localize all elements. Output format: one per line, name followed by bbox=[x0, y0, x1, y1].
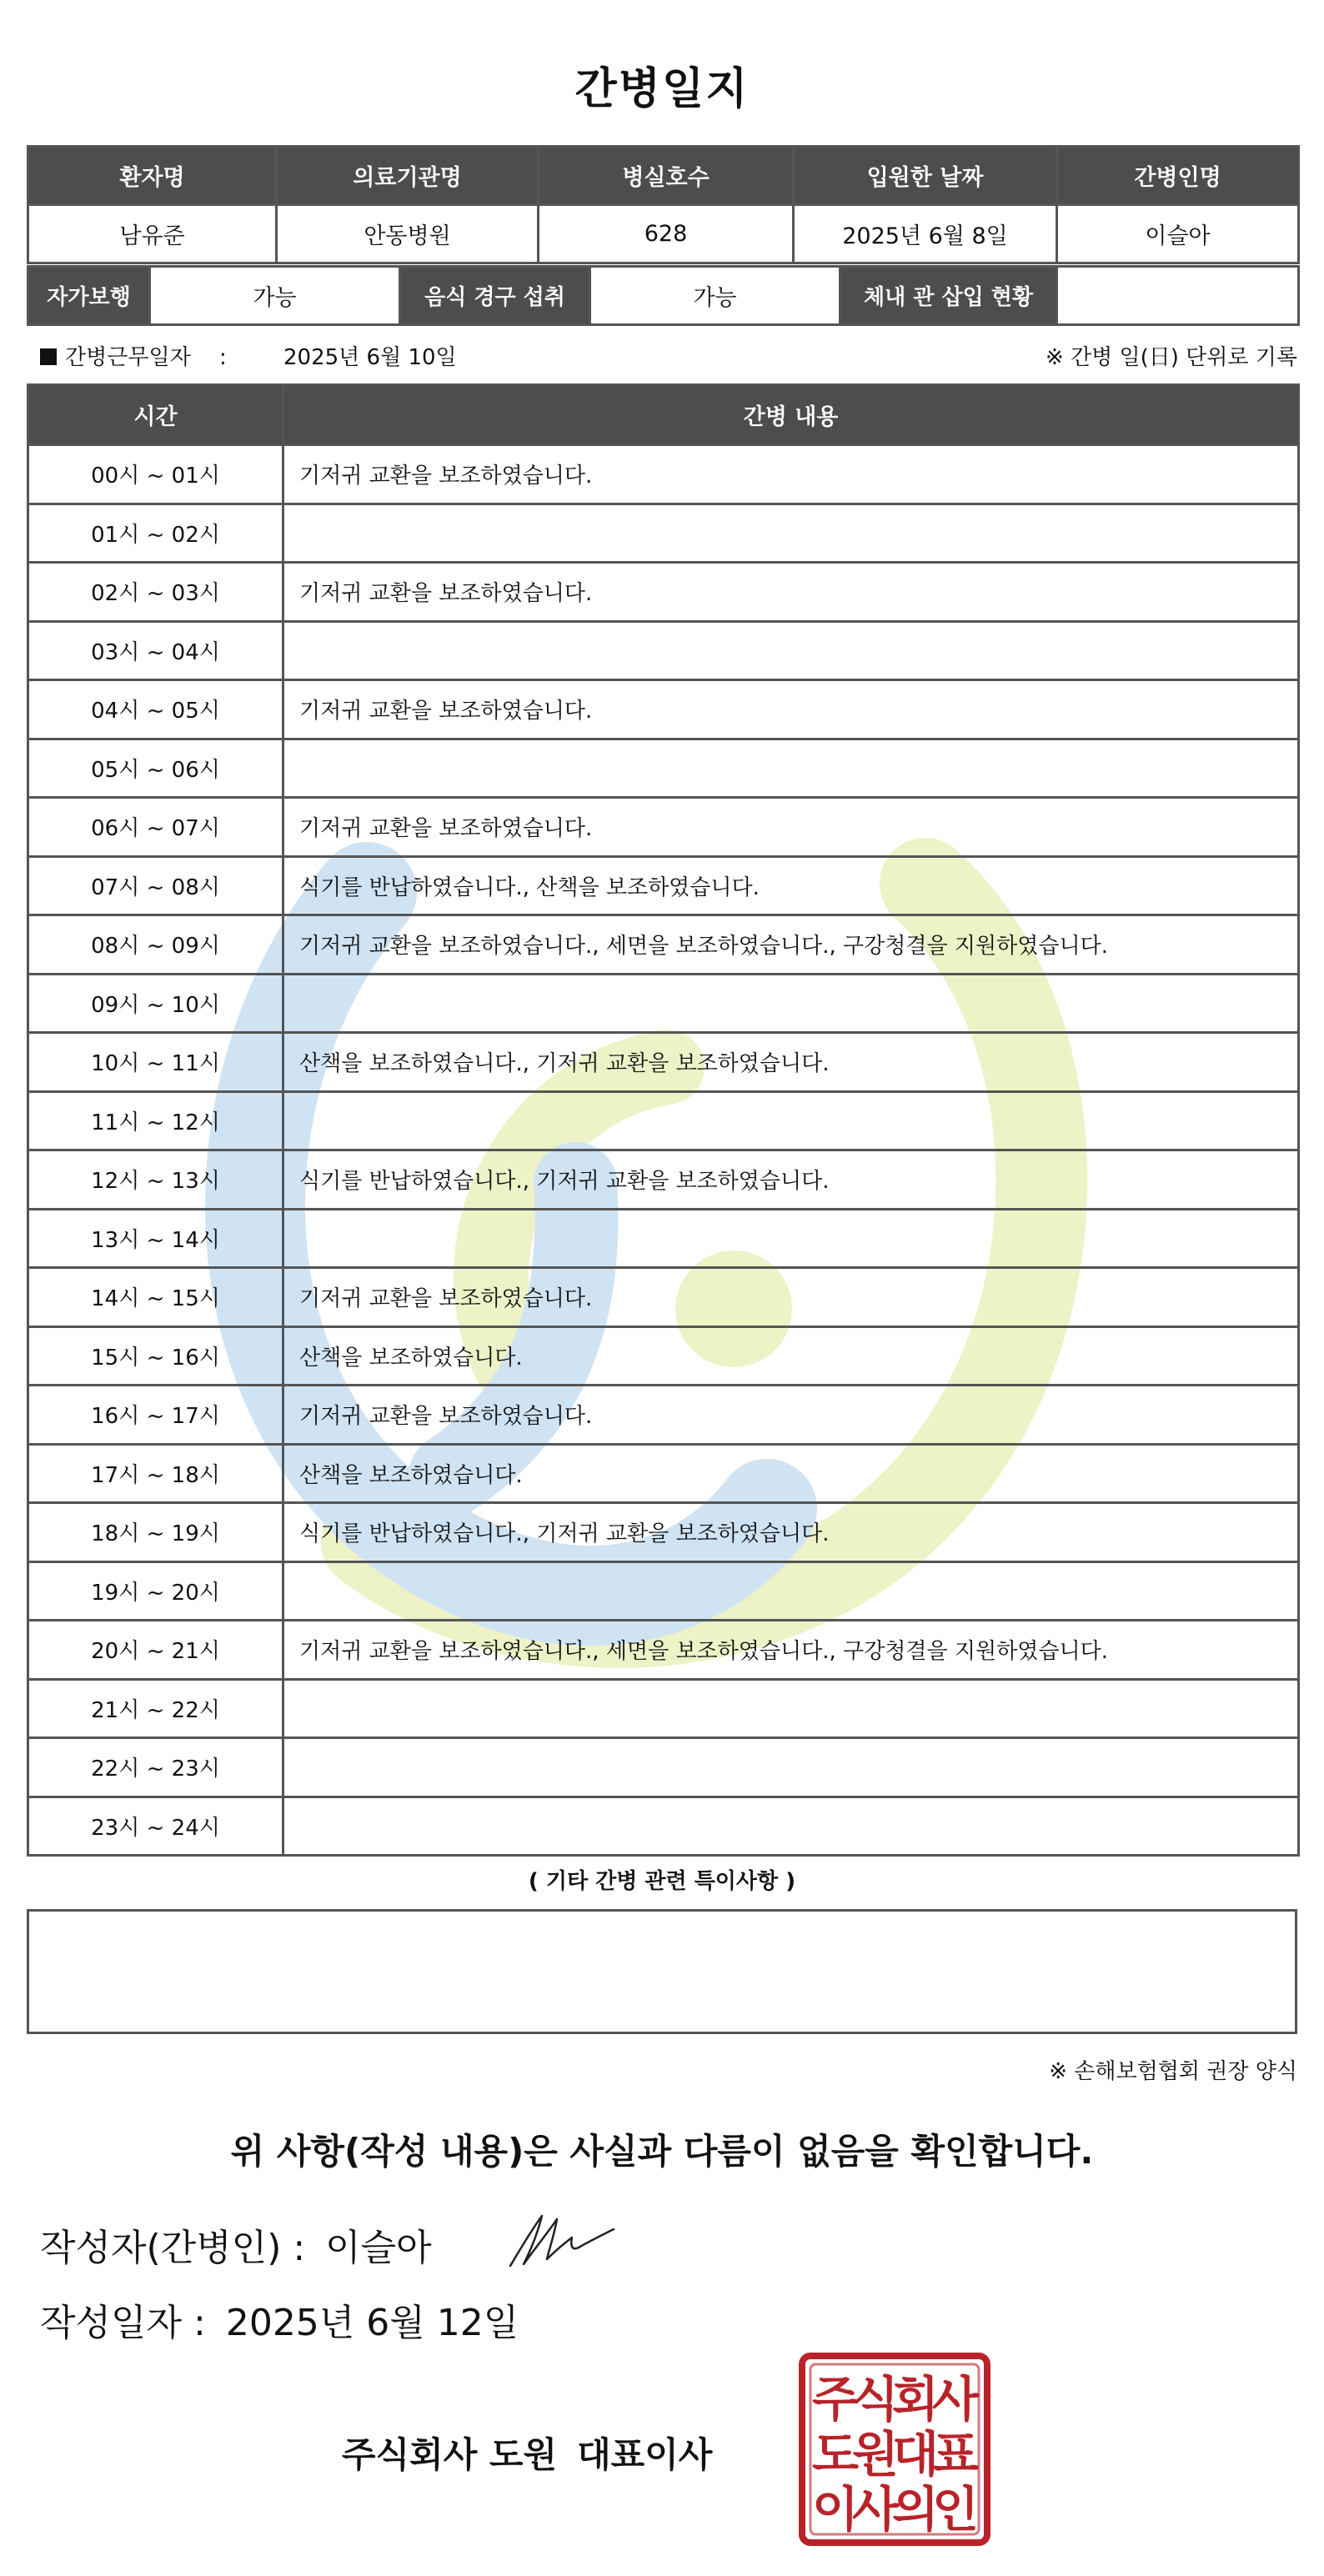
log-time: 23시 ~ 24시 bbox=[28, 1797, 283, 1856]
table-row bbox=[28, 621, 1299, 680]
table-row bbox=[28, 1268, 1299, 1327]
form-note: ※ 손해보험협회 권장 양식 bbox=[1049, 2059, 1297, 2084]
work-date-separator: : bbox=[218, 345, 227, 370]
table-row bbox=[28, 1091, 1299, 1150]
log-content bbox=[283, 1091, 1299, 1150]
table-row bbox=[28, 1621, 1299, 1680]
writer-label: 작성자(간병인) : bbox=[40, 2227, 306, 2269]
log-content bbox=[283, 621, 1299, 680]
log-time: 13시 ~ 14시 bbox=[28, 1209, 283, 1268]
patient-status-table bbox=[27, 265, 1300, 326]
log-time: 12시 ~ 13시 bbox=[28, 1150, 283, 1210]
log-time: 21시 ~ 22시 bbox=[28, 1679, 283, 1738]
work-date-label: 간병근무일자 bbox=[65, 345, 191, 370]
table-row bbox=[28, 1444, 1299, 1503]
svg-text:인: 인 bbox=[931, 2481, 980, 2538]
svg-text:표: 표 bbox=[931, 2426, 980, 2483]
log-content: 기저귀 교환을 보조하였습니다. bbox=[283, 563, 1299, 622]
self-walk-value: 가능 bbox=[150, 267, 400, 325]
hospital-name: 안동병원 bbox=[277, 205, 539, 263]
table-row bbox=[28, 1209, 1299, 1268]
header-caregiver-name: 간병인명 bbox=[1057, 147, 1299, 205]
svg-text:사: 사 bbox=[931, 2371, 980, 2428]
written-date-value: 2025년 6월 12일 bbox=[225, 2302, 519, 2344]
log-time: 00시 ~ 01시 bbox=[28, 445, 283, 504]
log-content bbox=[283, 1738, 1299, 1797]
log-content: 기저귀 교환을 보조하였습니다. bbox=[283, 445, 1299, 504]
svg-text:대: 대 bbox=[891, 2426, 940, 2483]
table-row bbox=[28, 1150, 1299, 1210]
log-time: 20시 ~ 21시 bbox=[28, 1621, 283, 1680]
table-row bbox=[28, 915, 1299, 975]
log-content: 기저귀 교환을 보조하였습니다., 세면을 보조하였습니다., 구강청결을 지원하였습니다. bbox=[283, 915, 1299, 975]
header-content: 간병 내용 bbox=[283, 385, 1299, 445]
log-content bbox=[283, 504, 1299, 563]
log-time: 11시 ~ 12시 bbox=[28, 1091, 283, 1150]
log-time: 10시 ~ 11시 bbox=[28, 1033, 283, 1092]
log-time: 14시 ~ 15시 bbox=[28, 1268, 283, 1327]
svg-text:원: 원 bbox=[851, 2426, 900, 2483]
header-room-number: 병실호수 bbox=[539, 147, 794, 205]
svg-text:주: 주 bbox=[811, 2371, 860, 2428]
log-content: 산책을 보조하였습니다., 기저귀 교환을 보조하였습니다. bbox=[283, 1033, 1299, 1092]
log-content bbox=[283, 1561, 1299, 1621]
self-walk-label: 자가보행 bbox=[28, 267, 150, 325]
log-content: 기저귀 교환을 보조하였습니다. bbox=[283, 1386, 1299, 1445]
care-log-header-row bbox=[28, 385, 1299, 445]
table-row bbox=[28, 1326, 1299, 1386]
log-time: 17시 ~ 18시 bbox=[28, 1444, 283, 1503]
company-name: 주식회사 도원 bbox=[342, 2434, 558, 2475]
company-line bbox=[342, 2428, 732, 2478]
oral-intake-value: 가능 bbox=[590, 267, 840, 325]
table-row bbox=[28, 1561, 1299, 1621]
caregiver-name: 이슬아 bbox=[1057, 205, 1299, 263]
log-content: 산책을 보조하였습니다. bbox=[283, 1326, 1299, 1386]
table-row bbox=[28, 1797, 1299, 1856]
work-date-line bbox=[40, 340, 1297, 373]
header-hospital-name: 의료기관명 bbox=[277, 147, 539, 205]
table-row bbox=[28, 445, 1299, 504]
work-date-value: 2025년 6월 10일 bbox=[283, 345, 457, 370]
company-title: 대표이사 bbox=[577, 2434, 713, 2475]
work-date-label-group bbox=[40, 340, 227, 371]
log-time: 07시 ~ 08시 bbox=[28, 856, 283, 915]
log-content bbox=[283, 974, 1299, 1033]
svg-text:회: 회 bbox=[891, 2371, 940, 2428]
log-time: 03시 ~ 04시 bbox=[28, 621, 283, 680]
log-time: 18시 ~ 19시 bbox=[28, 1503, 283, 1562]
log-time: 08시 ~ 09시 bbox=[28, 915, 283, 975]
oral-intake-label: 음식 경구 섭취 bbox=[400, 267, 590, 325]
log-content bbox=[283, 1679, 1299, 1738]
log-time: 09시 ~ 10시 bbox=[28, 974, 283, 1033]
room-number: 628 bbox=[539, 205, 794, 263]
log-time: 06시 ~ 07시 bbox=[28, 798, 283, 857]
table-row bbox=[28, 1033, 1299, 1092]
table-row bbox=[28, 1386, 1299, 1445]
log-time: 01시 ~ 02시 bbox=[28, 504, 283, 563]
log-time: 22시 ~ 23시 bbox=[28, 1738, 283, 1797]
company-seal-stamp bbox=[799, 2353, 990, 2546]
svg-text:사: 사 bbox=[851, 2481, 900, 2538]
log-content: 식기를 반납하였습니다., 기저귀 교환을 보조하였습니다. bbox=[283, 1503, 1299, 1562]
log-content: 기저귀 교환을 보조하였습니다. bbox=[283, 798, 1299, 857]
table-row bbox=[28, 974, 1299, 1033]
log-content: 식기를 반납하였습니다., 기저귀 교환을 보조하였습니다. bbox=[283, 1150, 1299, 1210]
log-time: 02시 ~ 03시 bbox=[28, 563, 283, 622]
patient-info-value-row bbox=[28, 205, 1299, 263]
table-row bbox=[28, 856, 1299, 915]
table-row bbox=[28, 504, 1299, 563]
header-patient-name: 환자명 bbox=[28, 147, 277, 205]
care-log-body bbox=[28, 445, 1299, 1856]
table-row bbox=[28, 1503, 1299, 1562]
patient-status-row bbox=[28, 267, 1299, 325]
svg-text:식: 식 bbox=[851, 2371, 900, 2428]
patient-name: 남유준 bbox=[28, 205, 277, 263]
log-time: 19시 ~ 20시 bbox=[28, 1561, 283, 1621]
patient-info-table bbox=[27, 145, 1300, 264]
log-time: 16시 ~ 17시 bbox=[28, 1386, 283, 1445]
svg-text:도: 도 bbox=[811, 2426, 860, 2483]
document-title: 간병일지 bbox=[574, 64, 750, 114]
tube-insertion-label: 체내 관 삽입 현황 bbox=[840, 267, 1057, 325]
work-date-note: ※ 간병 일(日) 단위로 기록 bbox=[1045, 345, 1297, 370]
remarks-title: ( 기타 간병 관련 특이사항 ) bbox=[528, 1869, 796, 1894]
table-row bbox=[28, 798, 1299, 857]
confirmation-statement: 위 사항(작성 내용)은 사실과 다름이 없음을 확인합니다. bbox=[230, 2131, 1094, 2172]
header-time: 시간 bbox=[28, 385, 283, 445]
log-content bbox=[283, 1209, 1299, 1268]
log-time: 15시 ~ 16시 bbox=[28, 1326, 283, 1386]
log-content: 식기를 반납하였습니다., 산책을 보조하였습니다. bbox=[283, 856, 1299, 915]
writer-name: 이슬아 bbox=[325, 2227, 432, 2269]
written-date-line bbox=[40, 2293, 519, 2346]
svg-text:이: 이 bbox=[811, 2481, 860, 2538]
log-time: 04시 ~ 05시 bbox=[28, 680, 283, 739]
remarks-box bbox=[27, 1909, 1297, 2034]
log-content: 기저귀 교환을 보조하였습니다. bbox=[283, 680, 1299, 739]
log-content: 산책을 보조하였습니다. bbox=[283, 1444, 1299, 1503]
table-row bbox=[28, 680, 1299, 739]
handwritten-signature bbox=[504, 2208, 620, 2274]
header-admission-date: 입원한 날짜 bbox=[794, 147, 1057, 205]
square-bullet-icon bbox=[40, 348, 57, 365]
log-time: 05시 ~ 06시 bbox=[28, 739, 283, 798]
table-row bbox=[28, 1679, 1299, 1738]
log-content: 기저귀 교환을 보조하였습니다. bbox=[283, 1268, 1299, 1327]
writer-line bbox=[40, 2218, 432, 2271]
svg-text:의: 의 bbox=[891, 2481, 940, 2538]
patient-info-header-row bbox=[28, 147, 1299, 205]
tube-insertion-value bbox=[1057, 267, 1299, 325]
table-row bbox=[28, 1738, 1299, 1797]
admission-date: 2025년 6월 8일 bbox=[794, 205, 1057, 263]
care-log-table bbox=[27, 383, 1300, 1857]
written-date-label: 작성일자 : bbox=[40, 2302, 206, 2344]
log-content bbox=[283, 739, 1299, 798]
log-content: 기저귀 교환을 보조하였습니다., 세면을 보조하였습니다., 구강청결을 지원하였습니다. bbox=[283, 1621, 1299, 1680]
table-row bbox=[28, 563, 1299, 622]
log-content bbox=[283, 1797, 1299, 1856]
table-row bbox=[28, 739, 1299, 798]
